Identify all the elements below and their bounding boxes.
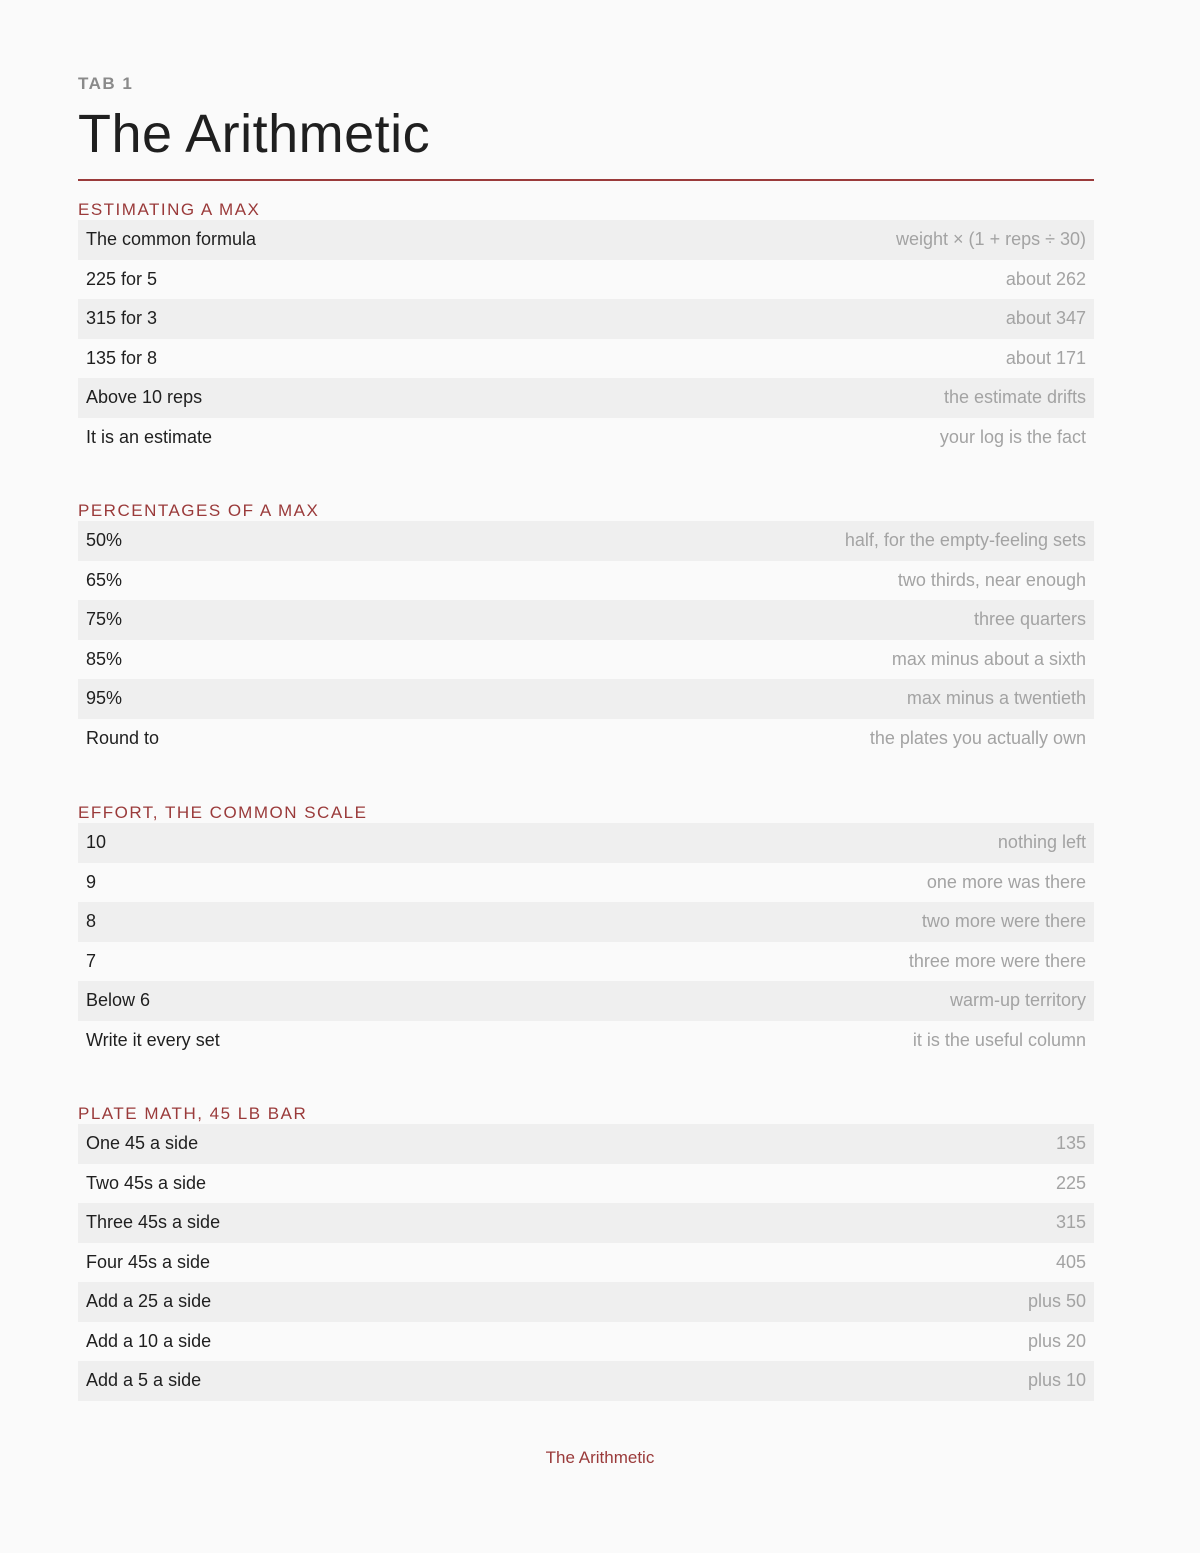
row-label: Round to bbox=[86, 727, 160, 748]
table-row bbox=[78, 1361, 1094, 1401]
row-value: 405 bbox=[1055, 1251, 1086, 1272]
row-label: It is an estimate bbox=[86, 426, 213, 447]
table-row bbox=[78, 719, 1094, 759]
table-row bbox=[78, 260, 1094, 300]
tab-label: TAB 1 bbox=[78, 74, 134, 93]
row-label: Write it every set bbox=[86, 1029, 220, 1050]
table-row bbox=[78, 823, 1094, 863]
row-label: 9 bbox=[86, 871, 97, 892]
row-value: plus 20 bbox=[1027, 1330, 1086, 1351]
row-label: Add a 25 a side bbox=[86, 1291, 212, 1312]
row-value: warm-up territory bbox=[949, 990, 1086, 1011]
table-row bbox=[78, 1124, 1094, 1164]
row-label: One 45 a side bbox=[86, 1133, 199, 1154]
row-label: 85% bbox=[86, 648, 123, 669]
row-value: max minus a twentieth bbox=[906, 688, 1086, 709]
row-value: plus 10 bbox=[1027, 1370, 1086, 1391]
reference-table bbox=[78, 521, 1094, 758]
row-value: max minus about a sixth bbox=[891, 648, 1086, 669]
reference-table bbox=[78, 823, 1094, 1060]
row-value: plus 50 bbox=[1027, 1291, 1086, 1312]
row-label: Above 10 reps bbox=[86, 387, 203, 408]
table-row bbox=[78, 863, 1094, 903]
row-label: Add a 10 a side bbox=[86, 1330, 212, 1351]
table-row bbox=[78, 1243, 1094, 1283]
row-value: three quarters bbox=[973, 609, 1086, 630]
row-value: two thirds, near enough bbox=[897, 569, 1086, 590]
table-row bbox=[78, 1164, 1094, 1204]
section-heading: EFFORT, THE COMMON SCALE bbox=[78, 803, 368, 822]
section-heading: PERCENTAGES OF A MAX bbox=[78, 501, 320, 520]
row-label: 65% bbox=[86, 569, 123, 590]
row-label: 8 bbox=[86, 911, 97, 932]
row-label: Two 45s a side bbox=[86, 1172, 207, 1193]
section-effort-scale bbox=[78, 802, 1094, 1060]
table-row bbox=[78, 1282, 1094, 1322]
section-plate-math bbox=[78, 1103, 1094, 1401]
row-label: 10 bbox=[86, 832, 107, 853]
table-row bbox=[78, 1203, 1094, 1243]
section-heading: ESTIMATING A MAX bbox=[78, 200, 261, 219]
row-value: nothing left bbox=[997, 832, 1086, 853]
table-row bbox=[78, 942, 1094, 982]
row-label: Below 6 bbox=[86, 990, 151, 1011]
row-label: 315 for 3 bbox=[86, 308, 158, 329]
table-row bbox=[78, 981, 1094, 1021]
reference-table bbox=[78, 220, 1094, 457]
row-value: your log is the fact bbox=[939, 426, 1086, 447]
table-row bbox=[78, 561, 1094, 601]
table-row bbox=[78, 1021, 1094, 1061]
row-label: The common formula bbox=[86, 229, 257, 250]
table-row bbox=[78, 521, 1094, 561]
row-label: 50% bbox=[86, 530, 123, 551]
row-value: half, for the empty-feeling sets bbox=[844, 530, 1086, 551]
row-label: 7 bbox=[86, 950, 97, 971]
table-row bbox=[78, 378, 1094, 418]
row-label: Add a 5 a side bbox=[86, 1370, 202, 1391]
row-value: the plates you actually own bbox=[869, 727, 1086, 748]
row-value: two more were there bbox=[921, 911, 1086, 932]
table-row bbox=[78, 1322, 1094, 1362]
title-divider bbox=[78, 179, 1094, 181]
table-row bbox=[78, 679, 1094, 719]
row-label: 95% bbox=[86, 688, 123, 709]
page-footer: The Arithmetic bbox=[545, 1448, 655, 1467]
table-row bbox=[78, 600, 1094, 640]
reference-table bbox=[78, 1124, 1094, 1401]
row-value: about 262 bbox=[1005, 268, 1086, 289]
table-row bbox=[78, 640, 1094, 680]
row-value: about 171 bbox=[1005, 347, 1086, 368]
row-value: weight × (1 + reps ÷ 30) bbox=[896, 229, 1086, 250]
row-value: one more was there bbox=[926, 871, 1086, 892]
table-row bbox=[78, 339, 1094, 379]
row-label: 225 for 5 bbox=[86, 268, 158, 289]
row-value: the estimate drifts bbox=[943, 387, 1086, 408]
section-estimating-max bbox=[78, 199, 1094, 457]
row-label: 135 for 8 bbox=[86, 347, 158, 368]
table-row bbox=[78, 418, 1094, 458]
row-value: three more were there bbox=[908, 950, 1086, 971]
table-row bbox=[78, 299, 1094, 339]
row-value: 135 bbox=[1055, 1133, 1086, 1154]
row-label: 75% bbox=[86, 609, 123, 630]
section-heading: PLATE MATH, 45 LB BAR bbox=[78, 1104, 308, 1123]
row-value: about 347 bbox=[1005, 308, 1086, 329]
row-value: 225 bbox=[1055, 1172, 1086, 1193]
table-row bbox=[78, 902, 1094, 942]
table-row bbox=[78, 220, 1094, 260]
section-percentages bbox=[78, 500, 1094, 758]
row-value: it is the useful column bbox=[912, 1029, 1086, 1050]
page-title: The Arithmetic bbox=[78, 104, 431, 164]
row-label: Four 45s a side bbox=[86, 1251, 211, 1272]
row-label: Three 45s a side bbox=[86, 1212, 221, 1233]
row-value: 315 bbox=[1055, 1212, 1086, 1233]
